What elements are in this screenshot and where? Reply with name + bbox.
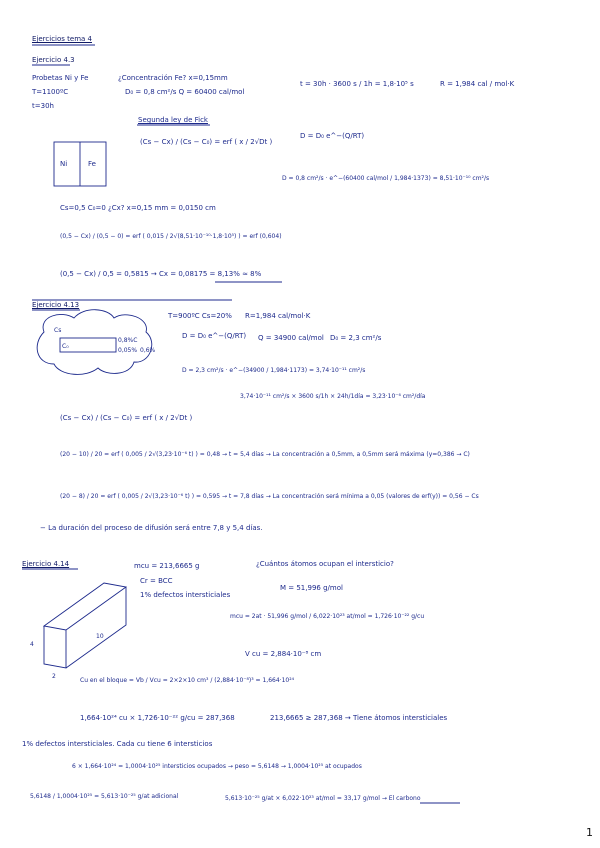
ex3-mass-per-cell: mcu = 2at · 51,996 g/mol / 6,022·10²³ at/mol = 1,726·10⁻²² g/cu [230,613,425,620]
ex2-diffusion-calc: D = 2,3 cm²/s · e^−(34900 / 1,984·1173) = 3,74·10⁻¹¹ cm²/s [182,367,366,374]
bar-3d-sketch [44,583,126,668]
ex3-total-mass: 1,664·10²⁴ cu × 1,726·10⁻²² g/cu = 287,368 [80,714,235,722]
ex1-question-2: Cs=0,5 C₀=0 ¿Cx? x=0,15 mm = 0,0150 cm [60,204,216,212]
ex3-question: ¿Cuántos átomos ocupan el intersticio? [256,560,394,568]
sketch-label-c0: C₀ [62,343,69,350]
bar-dim-width: 2 [52,673,56,680]
ex3-given-2: Cr = BCC [140,577,173,585]
diffusion-formula: D = D₀ e^−(Q/RT) [300,132,365,140]
ex3-cells-in-block: Cu en el bloque = Vb / Vcu = 2×2×10 cm³ / (2,884·10⁻⁸)³ = 1,664·10²⁴ [80,677,295,684]
sketch-label-cs: Cs [54,327,62,334]
ex2-conclusion: − La duración del proceso de difusión será entre 7,8 y 5,4 días. [40,524,263,532]
ex2-activation-energy: Q = 34900 cal/mol [258,334,324,342]
ex2-calc-2: (20 − 8) / 20 = erf ( 0,005 / 2√(3,23·10⁻⁶ t) ) = 0,595 → t = 7,8 días → La concentración será mínima a 0,05 (valores de erf(y)) = 0,56 − Cs [60,493,479,500]
fick-law-heading: Segunda ley de Fick [138,116,208,124]
ex2-fick-formula: (Cs − Cx) / (Cs − C₀) = erf ( x / 2√Dt ) [60,414,193,422]
ex1-given-3: t=30h [32,102,54,110]
page-number: 1 [586,826,593,839]
ex3-cell-volume: V cu = 2,884·10⁻⁸ cm [245,650,322,658]
block-label-ni: Ni [60,160,68,168]
ex1-given-1: Probetas Ni y Fe [32,74,89,82]
bar-dim-length: 10 [96,633,104,640]
sketch-label-b: 0,05% [118,347,138,354]
ex3-given-1: mcu = 213,6665 g [134,562,200,570]
ex3-heading: Ejercicio 4.14 [22,560,70,568]
ex1-question: ¿Concentración Fe? x=0,15mm [118,74,228,82]
sketch-label-c: 0,6% [140,347,156,354]
block-label-fe: Fe [88,160,96,168]
ex1-step-1: (0,5 − Cx) / (0,5 − 0) = erf ( 0,015 / 2√(8,51·10⁻¹⁰·1,8·10⁵) ) = erf (0,604) [60,233,282,240]
ex3-final-left: 5,6148 / 1,0004·10²⁵ = 5,613·10⁻²⁵ g/at adicional [30,793,179,800]
ex1-constants: D₀ = 0,8 cm²/s Q = 60400 cal/mol [125,88,245,96]
bar-dim-height: 4 [30,641,34,648]
sketch-label-a: 0,8%C [118,337,138,344]
ex1-time-conversion: t = 30h · 3600 s / 1h = 1,8·10⁵ s [300,80,414,88]
ex2-d0: D₀ = 2,3 cm²/s [330,334,382,342]
ex1-gas-constant: R = 1,984 cal / mol·K [440,80,515,88]
ex3-given-3: 1% defectos intersticiales [140,591,231,599]
ex2-diffusion-formula: D = D₀ e^−(Q/RT) [182,332,247,340]
fick-law-formula: (Cs − Cx) / (Cs − C₀) = erf ( x / 2√Dt ) [140,138,273,146]
ex3-mass-difference: 213,6665 ≥ 287,368 → Tiene átomos intersticiales [270,714,448,722]
page-title: Ejercicios tema 4 [32,35,92,43]
ex2-given: T=900ºC Cs=20% [168,312,232,320]
ex2-calc-1: (20 − 10) / 20 = erf ( 0,005 / 2√(3,23·10⁻⁶ t) ) = 0,48 → t = 5,4 días → La concentración a 0,5mm, a 0,5mm será máxima (y=0,386 → C) [60,451,470,458]
ex1-given-2: T=1100ºC [32,88,69,96]
ex3-note: 1% defectos intersticiales. Cada cu tiene 6 intersticios [22,740,213,748]
ex3-final-right: 5,613·10⁻²⁵ g/at × 6,022·10²³ at/mol = 33,17 g/mol → El carbono [225,795,421,802]
ex1-step-2: (0,5 − Cx) / 0,5 = 0,5815 → Cx = 0,08175 = 8,13% ≈ 8% [60,270,262,278]
diffusion-calc: D = 0,8 cm²/s · e^−(60400 cal/mol / 1,984·1373) = 8,51·10⁻¹⁰ cm²/s [282,175,490,182]
ex3-molar-mass: M = 51,996 g/mol [280,584,343,592]
ex2-heading: Ejercicio 4.13 [32,301,80,309]
ex2-gas-constant: R=1,984 cal/mol·K [245,312,311,320]
ex2-diffusion-conversion: 3,74·10⁻¹¹ cm²/s × 3600 s/1h × 24h/1día = 3,23·10⁻⁶ cm²/día [240,393,426,400]
ex3-count: 6 × 1,664·10²⁴ = 1,0004·10²⁵ intersticios ocupados → peso = 5,6148 → 1,0004·10²⁵ at ocupados [72,763,362,770]
ex1-heading: Ejercicio 4.3 [32,56,75,64]
